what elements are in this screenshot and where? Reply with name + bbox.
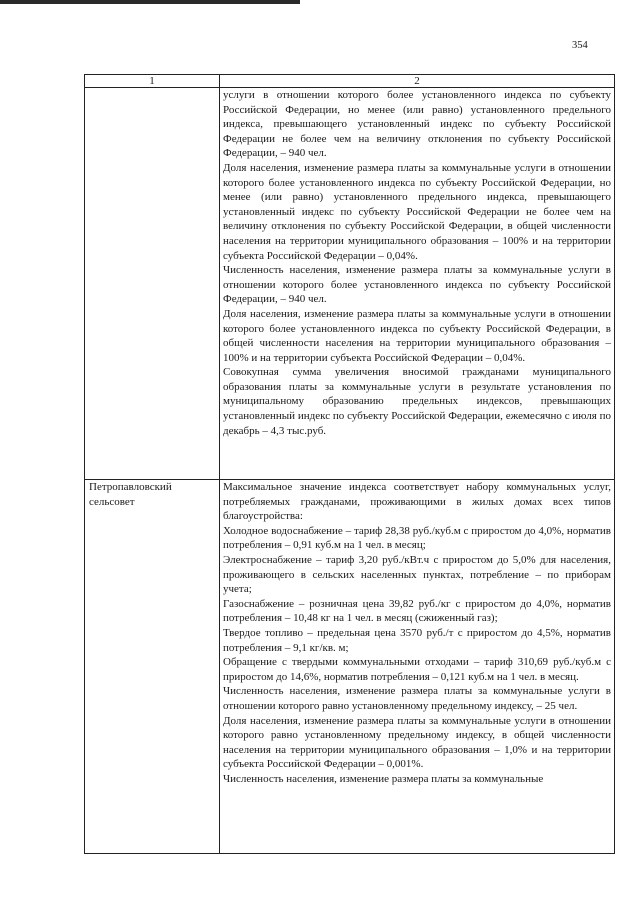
paragraph: Твердое топливо – предельная цена 3570 руб./т с приростом до 4,5%, норматив потребления – 9,1 кг/кв. м;	[223, 626, 611, 654]
document-table	[84, 74, 615, 854]
municipality-cell	[85, 88, 220, 480]
table-row	[85, 480, 615, 854]
description-cell	[220, 480, 615, 854]
paragraph: Обращение с твердыми коммунальными отходами – тариф 310,69 руб./куб.м с приростом до 14,6%, норматив потребления – 0,121 куб.м на 1 чел. в месяц.	[223, 656, 611, 683]
table-header-row	[85, 75, 615, 88]
paragraph: Электроснабжение – тариф 3,20 руб./кВт.ч с приростом до 5,0% для населения, проживающего в сельских населенных пунктах, потребление – по приборам учета;	[223, 553, 611, 596]
page-number: 354	[572, 40, 588, 51]
paragraph: Холодное водоснабжение – тариф 28,38 руб./куб.м с приростом до 4,0%, норматив потребления – 0,91 куб.м на 1 чел. в месяц;	[223, 524, 611, 552]
column-header-1: 1	[85, 75, 220, 88]
scan-edge-mark	[0, 0, 300, 4]
description-cell	[220, 88, 615, 480]
paragraph: Доля населения, изменение размера платы за коммунальные услуги в отношении которого более установленного индекса по субъекту Российской Федерации, в общей численности населения на территории муниципального образования – 100% и на территории субъекта Российской Федерации – 0,04%.	[223, 307, 611, 364]
paragraph: Максимальное значение индекса соответствует набору коммунальных услуг, потребляемых гражданами, проживающими в жилых домах всех типов благоустройства:	[223, 481, 611, 523]
table-row	[85, 88, 615, 480]
paragraph: Доля населения, изменение размера платы за коммунальные услуги в отношении которого равно установленному предельному индексу, в общей численности населения на территории муниципального образования – 1,0% и на территории субъекта Российской Федерации – 0,001%.	[223, 714, 611, 771]
paragraph: Доля населения, изменение размера платы за коммунальные услуги в отношении которого более установленного индекса по субъекту Российской Федерации, но менее (или равно) установленного предельного индекса, превышающего установленный индекс по субъекту Российской Федерации не более чем на величину отклонения по субъекту Российской Федерации, в общей численности населения на территории муниципального образования – 100% и на территории субъекта Российской Федерации – 0,04%.	[223, 161, 611, 262]
municipality-cell: Петропавловский сельсовет	[85, 480, 220, 854]
paragraph: услуги в отношении которого более установленного индекса по субъекту Российской Федерации, но менее (или равно) установленного предельного индекса, превышающего установленный индекс по субъекту Российской Федерации не более чем на величину отклонения по субъекту Российской Федерации, – 940 чел.	[223, 89, 611, 160]
paragraph: Численность населения, изменение размера платы за коммунальные услуги в отношении которого более установленного индекса по субъекту Российской Федерации, – 940 чел.	[223, 264, 611, 306]
column-header-2: 2	[220, 75, 615, 88]
paragraph: Газоснабжение – розничная цена 39,82 руб./кг с приростом до 4,0%, норматив потребления – 10,48 кг на 1 чел. в месяц (сжиженный газ);	[223, 597, 611, 625]
paragraph: Совокупная сумма увеличения вносимой гражданами муниципального образования платы за коммунальные услуги в результате установления по муниципальному образованию предельных индексов, превышающих установленный индекс по субъекту Российской Федерации, ежемесячно с июля по декабрь – 4,3 тыс.руб.	[223, 366, 611, 437]
paragraph: Численность населения, изменение размера платы за коммунальные	[223, 772, 544, 785]
paragraph: Численность населения, изменение размера платы за коммунальные услуги в отношении которого равно установленному предельному индексу, – 25 чел.	[223, 685, 611, 712]
